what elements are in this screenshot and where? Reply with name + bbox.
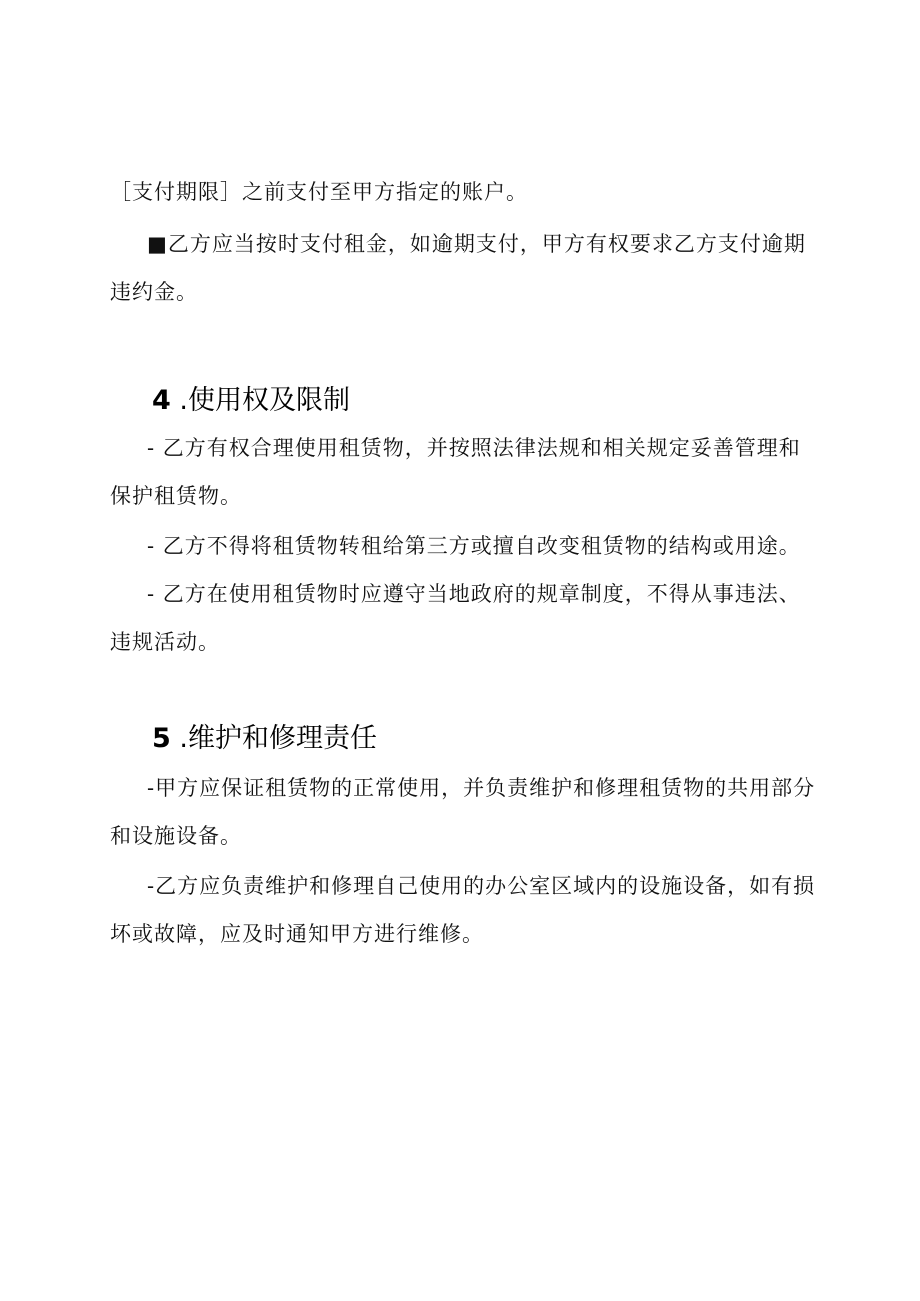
section-4-item xyxy=(110,570,822,666)
section-5-item xyxy=(110,862,822,958)
item-text: -甲方应保证租赁物的正常使用，并负责维护和修理租赁物的共用部分和设施设备。 xyxy=(110,776,816,848)
section-title: .维护和修理责任 xyxy=(179,723,377,754)
section-5-item xyxy=(110,764,822,860)
payment-deadline-paragraph xyxy=(110,168,822,216)
paragraph-text: ［支付期限］之前支付至甲方指定的账户。 xyxy=(110,180,528,204)
item-text: -乙方应负责维护和修理自己使用的办公室区域内的设施设备，如有损坏或故障，应及时通知甲方进行维修。 xyxy=(110,874,816,946)
section-title: .使用权及限制 xyxy=(179,385,350,416)
section-4-item xyxy=(110,424,822,520)
section-4-heading xyxy=(152,381,350,421)
item-text: - 乙方不得将租赁物转租给第三方或擅自改变租赁物的结构或用途。 xyxy=(147,534,801,558)
section-5-heading xyxy=(152,719,377,759)
section-number: 4 xyxy=(152,385,171,416)
late-payment-paragraph xyxy=(110,220,822,316)
paragraph-text: ■乙方应当按时支付租金，如逾期支付，甲方有权要求乙方支付逾期违约金。 xyxy=(110,232,806,304)
item-text: - 乙方有权合理使用租赁物，并按照法律法规和相关规定妥善管理和保护租赁物。 xyxy=(110,436,801,508)
item-text: - 乙方在使用租赁物时应遵守当地政府的规章制度，不得从事违法、违规活动。 xyxy=(110,582,801,654)
section-number: 5 xyxy=(152,723,171,754)
section-4-item xyxy=(110,522,822,570)
